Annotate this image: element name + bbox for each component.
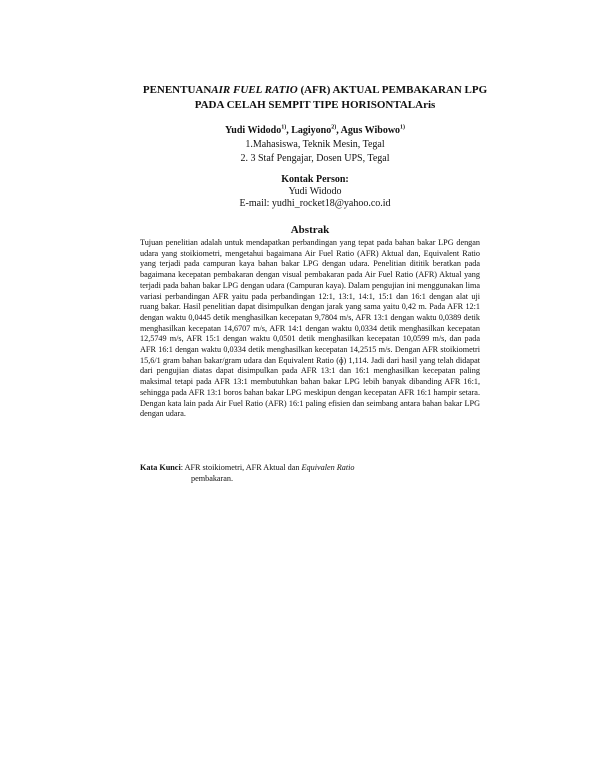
title-suffix: (AFR) AKTUAL PEMBAKARAN LPG <box>297 84 488 96</box>
author-names <box>150 124 480 138</box>
keywords-italic: Equivalen Ratio <box>301 463 355 472</box>
author-sep-1: , <box>286 125 292 136</box>
author-3: Agus Wibowo <box>340 125 401 136</box>
keywords-block <box>140 462 480 484</box>
contact-block <box>150 174 480 210</box>
affiliation-2: 2. 3 Staf Pengajar, Dosen UPS, Tegal <box>240 153 390 164</box>
title-italic: AIR FUEL RATIO <box>211 84 298 96</box>
keywords-text: : AFR stoikiometri, AFR Aktual dan <box>180 463 302 472</box>
author-2-sup: 2) <box>331 124 337 131</box>
contact-name: Yudi Widodo <box>288 186 342 197</box>
contact-heading: Kontak Person: <box>281 174 349 185</box>
contact-email: E-mail: yudhi_rocket18@yahoo.co.id <box>239 198 391 209</box>
abstract-heading: Abstrak <box>290 224 330 236</box>
author-3-sup: 1) <box>400 124 406 131</box>
keywords-line2: pembakaran. <box>191 474 234 483</box>
affiliation-1: 1.Mahasiswa, Teknik Mesin, Tegal <box>245 139 385 150</box>
paper-title <box>120 83 510 113</box>
author-sep-2: , <box>336 125 341 136</box>
title-prefix: PENENTUAN <box>142 84 212 96</box>
author-2: Lagiyono <box>291 125 332 136</box>
title-line2: PADA CELAH SEMPIT TIPE HORISONTALAris <box>194 99 436 111</box>
keywords-label: Kata Kunci <box>140 463 181 472</box>
author-1-sup: 1) <box>281 124 287 131</box>
abstract-body: Tujuan penelitian adalah untuk mendapatkan perbandingan yang tepat pada bahan bakar LPG dengan udara yang stoikiometri, mengetahui bagaimana Air Fuel Ratio (AFR) Aktual dan, Equivalent Ratio yang terjadi pada campuran kaya bahan bakar LPG dengan udara. Penelitian dititik beratkan pada bagaimana kecepatan pembakaran dengan visual pembakaran pada Air Fuel Ratio (AFR) Aktual yang terjadi pada bahan bakar LPG dengan udara (Campuran kaya). Dalam pengujian ini menggunakan lima variasi perbandingan AFR yaitu pada perbandingan 12:1, 13:1, 14:1, 15:1 dan 16:1 dengan alat uji ruang bakar. Hasil penelitian dapat disimpulkan dengan jarak yang sama yaitu 0,42 m. Pada AFR 12:1 dengan waktu 0,0445 detik menghasilkan kecepatan 9,7804 m/s, AFR 13:1 dengan waktu 0,0389 detik menghasilkan kecepatan 14,6707 m/s, AFR 14:1 dengan waktu 0,0334 detik menghasilkan kecepatan 12,5749 m/s, AFR 15:1 dengan waktu 0,0501 detik menghasilkan kecepatan 10,0599 m/s, dan pada AFR 16:1 dengan waktu 0,0334 detik menghasilkan kecepatan 14,2515 m/s. Dengan AFR stoikiometri 15,6/1 gram bahan bakar/gram udara dan Equivalent Ratio (ɸ) 1,114. Jadi dari hasil yang telah didapat dari pengujian diatas dapat disimpulkan pada AFR 13:1 dan 16:1 menghasilkan kecepatan paling maksimal tetapi pada AFR 13:1 membutuhkan bahan bakar LPG lebih banyak dibanding AFR 16:1, sehingga pada AFR 13:1 boros bahan bakar LPG meskipun dengan kecepatan AFR 16:1 hampir setara. Dengan kata lain pada Air Fuel Ratio (AFR) 16:1 paling efisien dan seimbang antara bahan bakar LPG dengan udara. <box>140 238 480 419</box>
author-block <box>150 124 480 166</box>
author-1: Yudi Widodo <box>224 125 282 136</box>
